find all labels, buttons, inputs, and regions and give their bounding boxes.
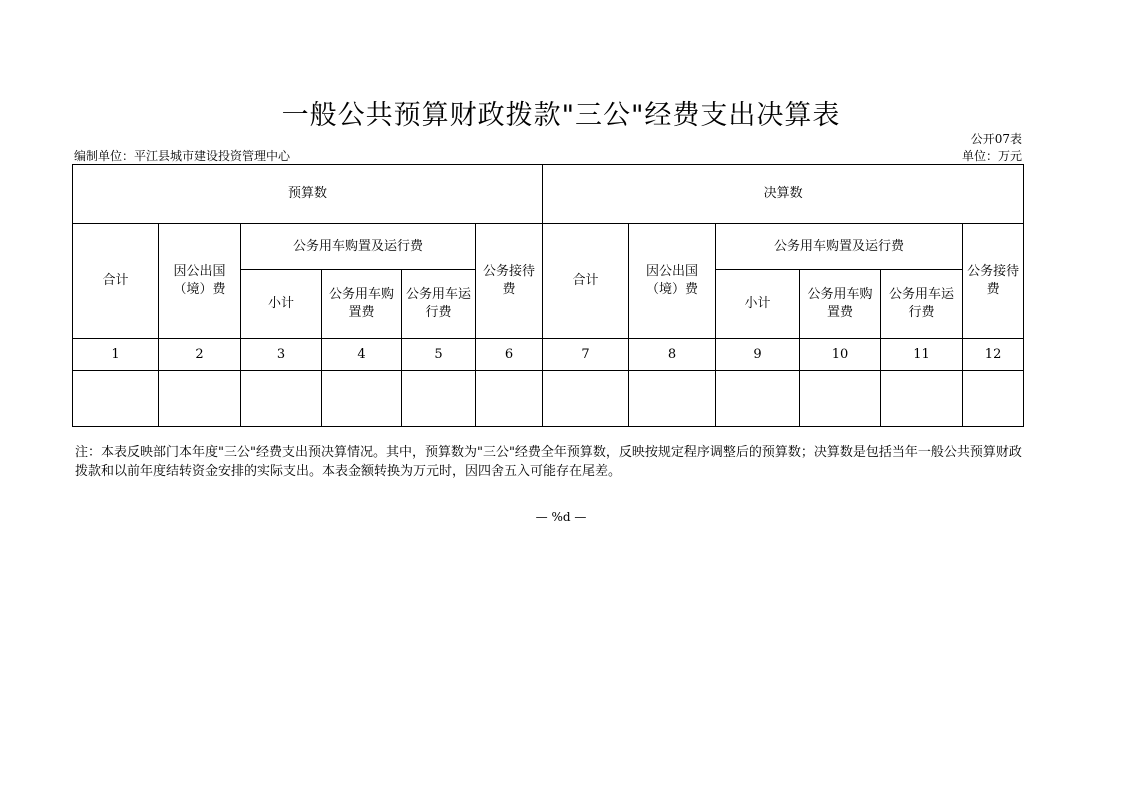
column-number: 12	[963, 339, 1024, 371]
column-number: 2	[159, 339, 241, 371]
column-header-row-1	[73, 224, 1024, 270]
form-number: 公开07表	[970, 132, 1022, 146]
page-number: — %d —	[535, 510, 587, 524]
table-note: 注：本表反映部门本年度"三公"经费支出预决算情况。其中，预算数为"三公"经费全年预算数，反映按规定程序调整后的预算数；决算数是包括当年一般公共预算财政拨款和以前年度结转资金安排的实际支出。本表金额转换为万元时，因四舍五入可能存在尾差。	[75, 445, 1022, 479]
budget-vehicle-purchase-header: 公务用车购置费	[322, 270, 402, 339]
column-number: 7	[543, 339, 629, 371]
amount-unit: 单位：万元	[961, 149, 1022, 163]
column-number: 8	[629, 339, 716, 371]
data-cell	[716, 371, 800, 427]
data-cell	[402, 371, 476, 427]
data-cell	[800, 371, 881, 427]
final-vehicle-purchase-header: 公务用车购置费	[800, 270, 881, 339]
budget-abroad-header: 因公出国（境）费	[159, 224, 241, 339]
budget-vehicle-group-header: 公务用车购置及运行费	[241, 224, 476, 270]
final-reception-header: 公务接待费	[963, 224, 1024, 339]
data-cell	[881, 371, 963, 427]
final-total-header: 合计	[543, 224, 629, 339]
data-cell	[322, 371, 402, 427]
column-number: 11	[881, 339, 963, 371]
column-number: 4	[322, 339, 402, 371]
data-cell	[963, 371, 1024, 427]
budget-total-header: 合计	[73, 224, 159, 339]
column-number: 5	[402, 339, 476, 371]
budget-vehicle-operation-header: 公务用车运行费	[402, 270, 476, 339]
budget-reception-header: 公务接待费	[476, 224, 543, 339]
three-public-expense-table	[72, 164, 1024, 427]
compiling-unit: 编制单位：平江县城市建设投资管理中心	[74, 149, 291, 163]
data-cell	[73, 371, 159, 427]
data-cell	[159, 371, 241, 427]
data-row	[73, 371, 1024, 427]
data-cell	[476, 371, 543, 427]
budget-section-header: 预算数	[73, 165, 543, 224]
column-number: 6	[476, 339, 543, 371]
column-number-row	[73, 339, 1024, 371]
column-number: 3	[241, 339, 322, 371]
column-number: 9	[716, 339, 800, 371]
data-cell	[629, 371, 716, 427]
column-number: 1	[73, 339, 159, 371]
data-cell	[543, 371, 629, 427]
page-title: 一般公共预算财政拨款"三公"经费支出决算表	[281, 100, 841, 131]
budget-subtotal-header: 小计	[241, 270, 322, 339]
final-vehicle-operation-header: 公务用车运行费	[881, 270, 963, 339]
data-cell	[241, 371, 322, 427]
final-vehicle-group-header: 公务用车购置及运行费	[716, 224, 963, 270]
final-abroad-header: 因公出国（境）费	[629, 224, 716, 339]
column-number: 10	[800, 339, 881, 371]
section-header-row	[73, 165, 1024, 224]
final-subtotal-header: 小计	[716, 270, 800, 339]
final-section-header: 决算数	[543, 165, 1024, 224]
